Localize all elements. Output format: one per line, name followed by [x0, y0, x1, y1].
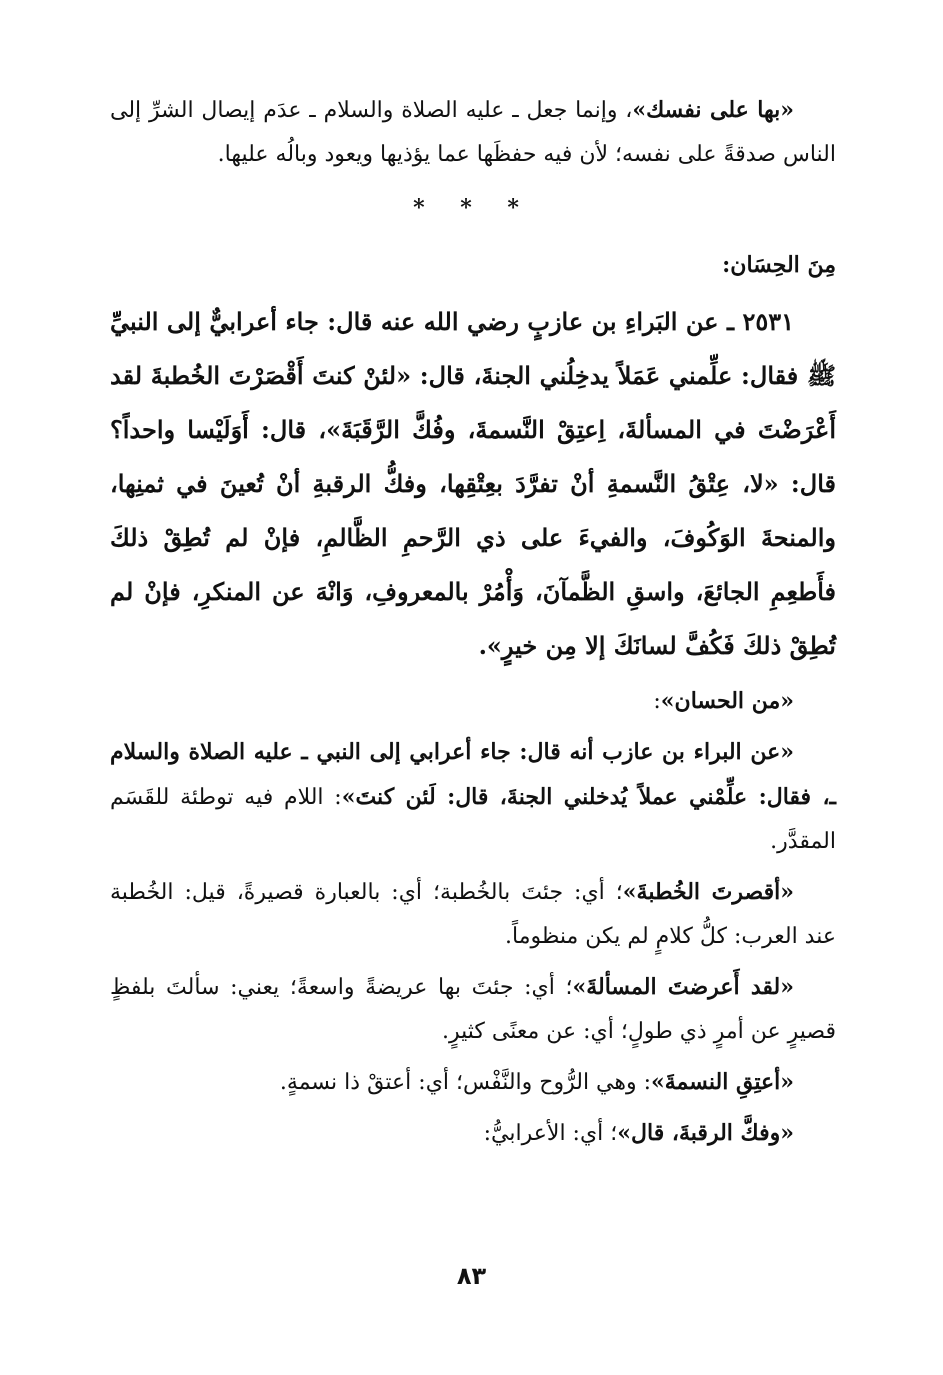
section-separator: * * *	[413, 195, 533, 221]
commentary-text: : اللام فيه توطئة للقَسَم المقدَّر.	[110, 785, 836, 854]
commentary-paragraph	[110, 679, 836, 724]
commentary-paragraph	[110, 730, 836, 864]
top-paragraph	[110, 88, 836, 177]
commentary-quote: «لقد أَعرضتَ المسألةَ»	[572, 974, 794, 1000]
commentary-paragraph	[110, 870, 836, 959]
commentary-quote: «عن البراء بن عازب أنه قال: جاء أعرابي إلى النبي ـ عليه الصلاة والسلام ـ، فقال: علِّمْني عملاً يُدخلني الجنةَ، قال: لَئن كنتَ»	[110, 739, 836, 810]
top-paragraph-quote: «بها على نفسك»	[632, 97, 794, 123]
commentary-quote: «من الحسان»	[660, 688, 794, 714]
commentary-text: : وهي الرُّوح والنَّفْس؛ أي: أعتقْ ذا نسمةٍ.	[279, 1070, 652, 1095]
commentary-text: :	[653, 689, 661, 714]
commentary-quote: «أقصرتَ الخُطبةَ»	[622, 879, 794, 905]
commentary-paragraph	[110, 1060, 836, 1105]
section-heading: مِنَ الحِسَان:	[722, 252, 836, 278]
commentary-quote: «أعتِقِ النسمةَ»	[651, 1069, 794, 1095]
commentary-paragraph	[110, 1111, 836, 1156]
hadith-text: ٢٥٣١ ـ عن البَراءِ بن عازبٍ رضي الله عنه قال: جاء أعرابيٌّ إلى النبيِّ ﷺ فقال: علِّمني عَمَلاً يدخِلُني الجنةَ، قال: «لئنْ كنتَ أَقْصَرْتَ الخُطبةَ لقد أَعْرَضْتَ في المسألةَ، اِعتِقْ النَّسمةَ، وفُكَّ الرَّقَبَةَ»، قال: أَوَلَيْسا واحداً؟ قال: «لا، عِتْقُ النَّسمةِ أنْ تفرَّدَ بعِتْقِها، وفكُّ الرقبةِ أنْ تُعينَ في ثمنِها، والمنحةَ الوَكُوفَ، والفيءَ على ذي الرَّحمِ الظَّالمِ، فإنْ لم تُطِقْ ذلكَ فأَطعِمِ الجائعَ، واسقِ الظَّمآنَ، وَأْمُرْ بالمعروفِ، وَانْهَ عن المنكرِ، فإنْ لم تُطِقْ ذلكَ فَكُفَّ لسانَكَ إلا مِن خيرٍ».	[110, 307, 836, 660]
commentary-quote: «وفكَّ الرقبةَ، قال»	[617, 1120, 794, 1146]
page-number: ٨٣	[456, 1262, 487, 1290]
commentary-text: ؛ أي: الأعرابيُّ:	[483, 1121, 618, 1146]
commentary-text: ؛ أي: جئتَ بها عريضةً واسعةً؛ يعني: سألتَ بلفظٍ قصيرٍ عن أمرٍ ذي طولٍ؛ أي: عن معنًى كثيرٍ.	[110, 975, 836, 1044]
top-paragraph-text: ، وإنما جعل ـ عليه الصلاة والسلام ـ عدَم إيصال الشرِّ إلى الناس صدقةً على نفسه؛ لأن فيه حفظَها عما يؤذيها ويعود وبالُه عليها.	[110, 98, 836, 167]
page-body	[110, 88, 836, 1162]
commentary-paragraph	[110, 965, 836, 1054]
commentary-text: ؛ أي: جئتَ بالخُطبة؛ أي: بالعبارة قصيرةً، قيل: الخُطبة عند العرب: كلُّ كلامٍ لم يكن منظوماً.	[110, 880, 836, 949]
